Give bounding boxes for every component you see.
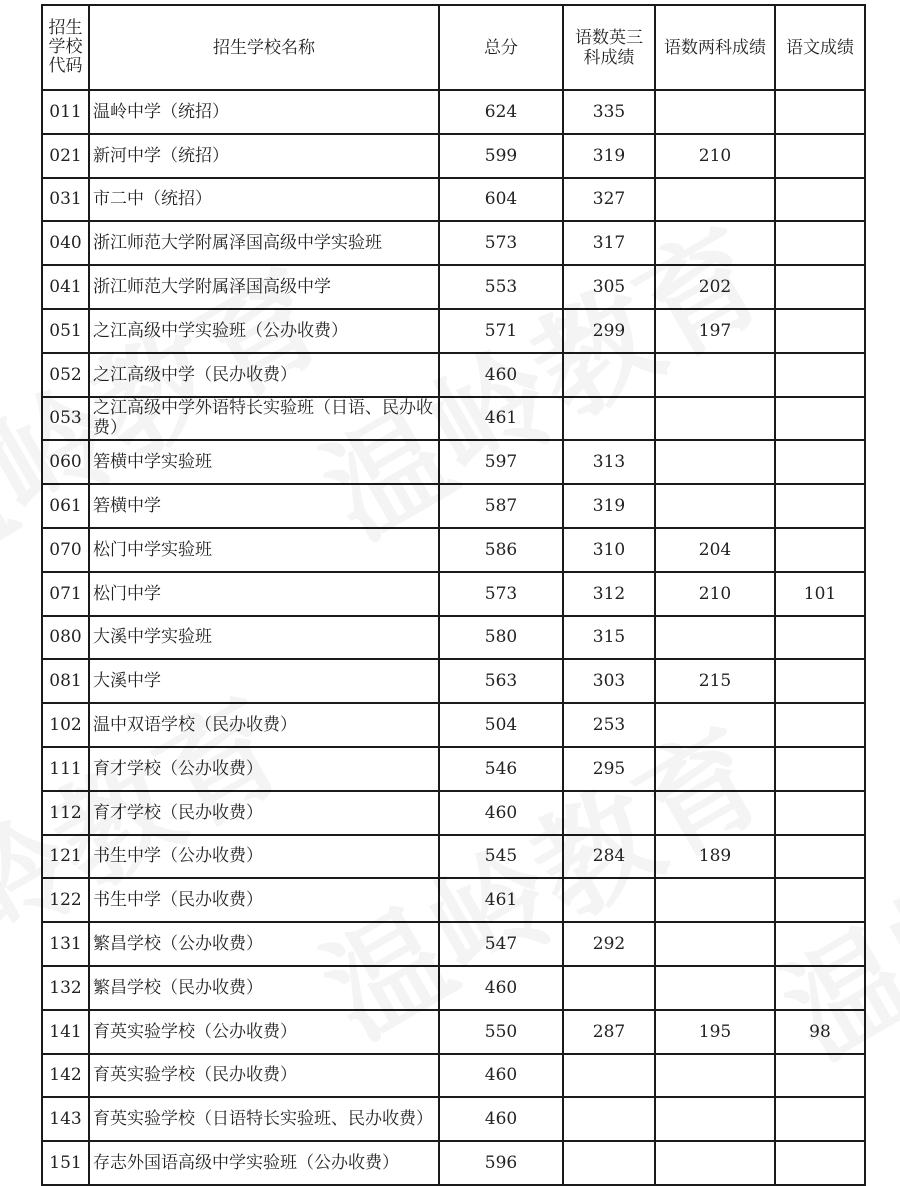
cell-school-name: 育英实验学校（民办收费） <box>89 1054 439 1098</box>
table-row <box>42 922 865 966</box>
cell-two-subjects <box>655 90 775 134</box>
table-row <box>42 528 865 572</box>
cell-two-subjects: 197 <box>655 309 775 353</box>
cell-school-name: 松门中学 <box>89 572 439 616</box>
cell-code: 142 <box>42 1054 89 1098</box>
table-row <box>42 572 865 616</box>
cell-school-name: 温岭中学（统招） <box>89 90 439 134</box>
cell-three-subjects: 292 <box>563 922 655 966</box>
cell-two-subjects: 210 <box>655 134 775 178</box>
table-row <box>42 178 865 222</box>
cell-three-subjects <box>563 878 655 922</box>
cell-total: 545 <box>439 835 563 879</box>
cell-total: 550 <box>439 1010 563 1054</box>
cell-chinese <box>775 353 865 397</box>
cell-code: 071 <box>42 572 89 616</box>
cell-total: 461 <box>439 878 563 922</box>
cell-chinese <box>775 835 865 879</box>
table-row <box>42 616 865 660</box>
cell-school-name: 松门中学实验班 <box>89 528 439 572</box>
header-chinese: 语文成绩 <box>775 5 865 90</box>
cell-school-name: 温中双语学校（民办收费） <box>89 703 439 747</box>
cell-two-subjects <box>655 922 775 966</box>
cell-school-name: 繁昌学校（民办收费） <box>89 966 439 1010</box>
header-three-subjects: 语数英三科成绩 <box>563 5 655 90</box>
cell-chinese <box>775 922 865 966</box>
cell-chinese <box>775 966 865 1010</box>
cell-three-subjects <box>563 397 655 441</box>
cell-chinese <box>775 528 865 572</box>
cell-total: 460 <box>439 1054 563 1098</box>
cell-code: 102 <box>42 703 89 747</box>
cell-code: 031 <box>42 178 89 222</box>
cell-three-subjects: 312 <box>563 572 655 616</box>
cell-three-subjects: 299 <box>563 309 655 353</box>
cell-total: 571 <box>439 309 563 353</box>
cell-two-subjects: 204 <box>655 528 775 572</box>
cell-two-subjects <box>655 178 775 222</box>
cell-school-name: 之江高级中学实验班（公办收费） <box>89 309 439 353</box>
cell-code: 011 <box>42 90 89 134</box>
cell-total: 624 <box>439 90 563 134</box>
cell-total: 596 <box>439 1141 563 1185</box>
cell-three-subjects: 295 <box>563 747 655 791</box>
cell-three-subjects <box>563 1141 655 1185</box>
cell-code: 131 <box>42 922 89 966</box>
cell-three-subjects <box>563 353 655 397</box>
cell-chinese <box>775 178 865 222</box>
cell-school-name: 大溪中学实验班 <box>89 616 439 660</box>
cell-code: 143 <box>42 1097 89 1141</box>
cell-total: 586 <box>439 528 563 572</box>
cell-school-name: 大溪中学 <box>89 659 439 703</box>
cell-total: 597 <box>439 440 563 484</box>
cell-chinese <box>775 90 865 134</box>
cell-three-subjects <box>563 791 655 835</box>
cell-school-name: 书生中学（公办收费） <box>89 835 439 879</box>
table-row <box>42 1097 865 1141</box>
cell-two-subjects: 215 <box>655 659 775 703</box>
cell-total: 604 <box>439 178 563 222</box>
cell-total: 504 <box>439 703 563 747</box>
cell-three-subjects: 319 <box>563 134 655 178</box>
cell-school-name: 之江高级中学外语特长实验班（日语、民办收费） <box>89 397 439 441</box>
cell-chinese <box>775 484 865 528</box>
cell-three-subjects <box>563 1097 655 1141</box>
cell-code: 061 <box>42 484 89 528</box>
cell-code: 052 <box>42 353 89 397</box>
table-row <box>42 90 865 134</box>
cell-school-name: 存志外国语高级中学实验班（公办收费） <box>89 1141 439 1185</box>
cell-total: 580 <box>439 616 563 660</box>
cell-chinese: 98 <box>775 1010 865 1054</box>
cell-two-subjects <box>655 616 775 660</box>
cell-two-subjects <box>655 440 775 484</box>
cell-code: 021 <box>42 134 89 178</box>
cell-total: 460 <box>439 966 563 1010</box>
cell-total: 547 <box>439 922 563 966</box>
cell-code: 151 <box>42 1141 89 1185</box>
cell-chinese <box>775 397 865 441</box>
cell-school-name: 书生中学（民办收费） <box>89 878 439 922</box>
cell-school-name: 育才学校（公办收费） <box>89 747 439 791</box>
cell-two-subjects <box>655 1054 775 1098</box>
cell-school-name: 市二中（统招） <box>89 178 439 222</box>
table-row <box>42 484 865 528</box>
table-row <box>42 1141 865 1185</box>
cell-chinese <box>775 1141 865 1185</box>
cell-three-subjects: 253 <box>563 703 655 747</box>
cell-school-name: 箬横中学实验班 <box>89 440 439 484</box>
cell-school-name: 新河中学（统招） <box>89 134 439 178</box>
cell-chinese <box>775 878 865 922</box>
cell-three-subjects: 313 <box>563 440 655 484</box>
cell-three-subjects: 305 <box>563 265 655 309</box>
cell-school-name: 繁昌学校（公办收费） <box>89 922 439 966</box>
admission-score-table <box>41 4 866 1186</box>
cell-total: 460 <box>439 791 563 835</box>
cell-code: 053 <box>42 397 89 441</box>
table-row <box>42 440 865 484</box>
table-row <box>42 1054 865 1098</box>
cell-two-subjects <box>655 747 775 791</box>
cell-three-subjects: 317 <box>563 221 655 265</box>
cell-two-subjects <box>655 878 775 922</box>
cell-chinese <box>775 659 865 703</box>
table-row <box>42 309 865 353</box>
cell-two-subjects <box>655 966 775 1010</box>
cell-code: 070 <box>42 528 89 572</box>
cell-chinese <box>775 1054 865 1098</box>
cell-school-name: 浙江师范大学附属泽国高级中学实验班 <box>89 221 439 265</box>
cell-code: 060 <box>42 440 89 484</box>
cell-three-subjects: 315 <box>563 616 655 660</box>
cell-total: 573 <box>439 572 563 616</box>
header-code: 招生 学校 代码 <box>42 5 89 90</box>
cell-three-subjects <box>563 1054 655 1098</box>
cell-two-subjects <box>655 484 775 528</box>
cell-code: 080 <box>42 616 89 660</box>
table-row <box>42 265 865 309</box>
cell-three-subjects <box>563 966 655 1010</box>
header-two-subjects: 语数两科成绩 <box>655 5 775 90</box>
cell-two-subjects <box>655 1141 775 1185</box>
cell-two-subjects <box>655 1097 775 1141</box>
cell-chinese <box>775 791 865 835</box>
cell-code: 041 <box>42 265 89 309</box>
cell-three-subjects: 284 <box>563 835 655 879</box>
cell-school-name: 育英实验学校（日语特长实验班、民办收费） <box>89 1097 439 1141</box>
cell-school-name: 箬横中学 <box>89 484 439 528</box>
table-row <box>42 397 865 441</box>
table-row <box>42 134 865 178</box>
cell-code: 141 <box>42 1010 89 1054</box>
cell-school-name: 育才学校（民办收费） <box>89 791 439 835</box>
cell-three-subjects: 319 <box>563 484 655 528</box>
table-row <box>42 878 865 922</box>
cell-chinese <box>775 221 865 265</box>
cell-three-subjects: 287 <box>563 1010 655 1054</box>
cell-two-subjects <box>655 221 775 265</box>
cell-code: 121 <box>42 835 89 879</box>
cell-chinese <box>775 616 865 660</box>
cell-code: 112 <box>42 791 89 835</box>
table-row <box>42 747 865 791</box>
table-row <box>42 659 865 703</box>
cell-three-subjects: 327 <box>563 178 655 222</box>
cell-total: 460 <box>439 1097 563 1141</box>
cell-chinese <box>775 134 865 178</box>
cell-two-subjects <box>655 353 775 397</box>
cell-three-subjects: 310 <box>563 528 655 572</box>
cell-school-name: 育英实验学校（公办收费） <box>89 1010 439 1054</box>
table-row <box>42 1010 865 1054</box>
cell-two-subjects: 202 <box>655 265 775 309</box>
cell-total: 460 <box>439 353 563 397</box>
table-row <box>42 966 865 1010</box>
cell-total: 599 <box>439 134 563 178</box>
cell-code: 040 <box>42 221 89 265</box>
cell-code: 051 <box>42 309 89 353</box>
cell-chinese <box>775 747 865 791</box>
cell-total: 461 <box>439 397 563 441</box>
cell-school-name: 浙江师范大学附属泽国高级中学 <box>89 265 439 309</box>
table-row <box>42 353 865 397</box>
table-row <box>42 703 865 747</box>
cell-code: 122 <box>42 878 89 922</box>
cell-total: 587 <box>439 484 563 528</box>
cell-code: 081 <box>42 659 89 703</box>
cell-two-subjects <box>655 397 775 441</box>
cell-total: 553 <box>439 265 563 309</box>
table-row <box>42 221 865 265</box>
cell-chinese <box>775 703 865 747</box>
table-row <box>42 791 865 835</box>
cell-chinese <box>775 265 865 309</box>
table-row <box>42 835 865 879</box>
cell-two-subjects: 189 <box>655 835 775 879</box>
cell-two-subjects: 195 <box>655 1010 775 1054</box>
cell-chinese <box>775 440 865 484</box>
cell-code: 111 <box>42 747 89 791</box>
cell-total: 546 <box>439 747 563 791</box>
cell-two-subjects <box>655 791 775 835</box>
header-name: 招生学校名称 <box>89 5 439 90</box>
table-header-row <box>42 5 865 90</box>
cell-chinese <box>775 309 865 353</box>
cell-total: 563 <box>439 659 563 703</box>
cell-three-subjects: 335 <box>563 90 655 134</box>
cell-chinese <box>775 1097 865 1141</box>
cell-school-name: 之江高级中学（民办收费） <box>89 353 439 397</box>
cell-chinese: 101 <box>775 572 865 616</box>
cell-total: 573 <box>439 221 563 265</box>
cell-three-subjects: 303 <box>563 659 655 703</box>
cell-two-subjects: 210 <box>655 572 775 616</box>
header-total: 总分 <box>439 5 563 90</box>
cell-two-subjects <box>655 703 775 747</box>
cell-code: 132 <box>42 966 89 1010</box>
